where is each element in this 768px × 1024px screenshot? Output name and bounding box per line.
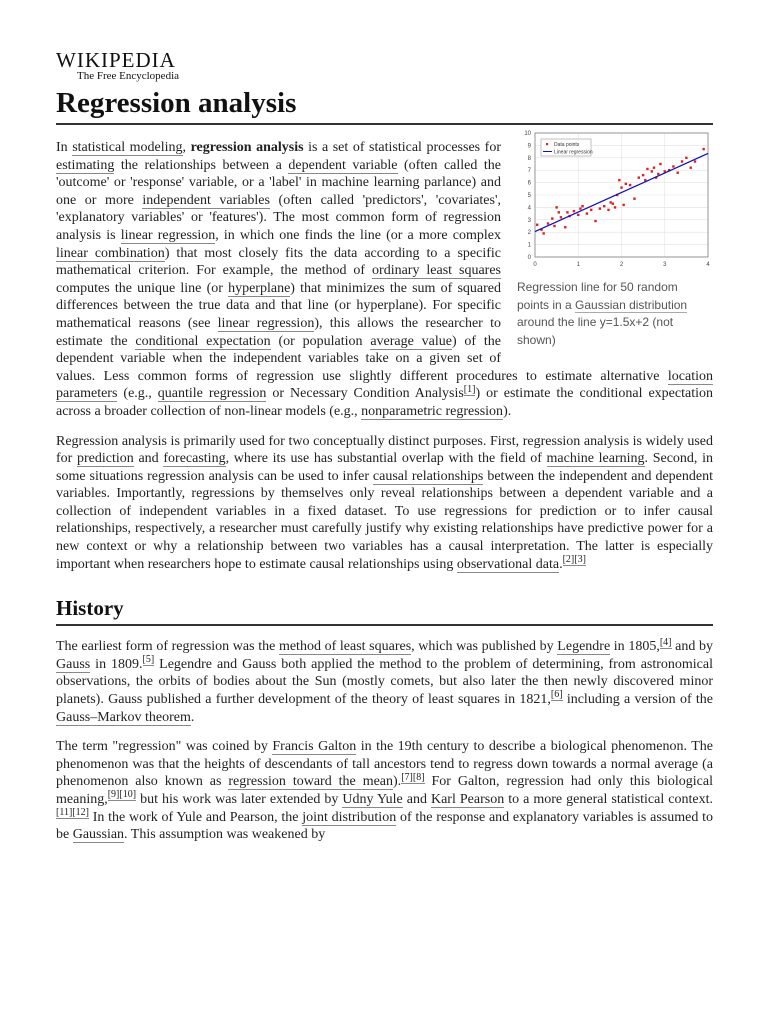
data-point [620,186,622,188]
data-point [629,184,631,186]
text: in the 19th century to describe a biological phenomenon. The phenomenon was that the heights of descendants of tall ancestors tend to regress down towards a normal average (a phenomenon also known as [56,739,713,790]
citation-link[interactable]: [4] [659,636,672,648]
regression-chart[interactable] [517,127,713,273]
citation-link[interactable]: [12] [72,806,89,818]
link-udny-yule[interactable]: Udny Yule [342,792,403,807]
figure-caption [517,279,713,349]
y-tick-label: 0 [527,255,531,261]
data-point [560,216,562,218]
data-point [558,211,560,213]
legend-label: Linear regression [554,149,593,156]
purpose-paragraph [56,433,713,574]
data-point [542,232,544,234]
link-quantile-regression[interactable]: quantile regression [157,386,267,402]
caption-text: around the line y=1.5x+2 (not shown) [517,315,674,347]
link-gaussian[interactable]: Gaussian [72,827,125,843]
data-point [681,160,683,162]
text: of the response and explanatory variables is assumed to be [56,809,713,843]
data-point [609,201,611,203]
text: . Second, in some situations regression analysis can be used to infer [56,451,714,484]
history-paragraph-1 [56,638,713,726]
data-point [657,173,659,175]
text: The term "regression" was coined by [56,739,273,755]
citation-link[interactable]: [9] [107,789,120,801]
text: In the work of Yule and Pearson, the [88,809,303,825]
link-machine-learning[interactable]: machine learning [546,451,645,467]
citation [563,554,586,566]
citation [660,637,672,649]
link-joint-distribution[interactable]: joint distribution [302,809,397,825]
text: ), this allows the researcher to estimate the [56,315,501,349]
data-point [694,160,696,162]
text: , where its use has substantial overlap with the field of [225,451,547,467]
citation-link[interactable]: [2] [562,554,575,565]
text: and [402,792,431,807]
citation-link[interactable]: [7] [401,771,413,783]
text: , in which one finds the line (or a more complex [215,227,501,243]
citation-link[interactable]: [11] [56,806,73,818]
data-point [579,207,581,209]
text: ) that minimizes the sum of squared differences between the true data and that line (or hyperplane). For specific mathematical reasons (see [56,280,502,331]
link-regression-toward-the-mean[interactable]: regression toward the mean [228,774,394,790]
link-average-value[interactable]: average value [370,333,452,349]
text: or Necessary Condition Analysis [266,386,464,402]
link-location-parameters[interactable]: location parameters [56,368,713,402]
y-tick-label: 9 [527,143,531,150]
text: including a version of the [562,692,713,708]
y-tick-label: 5 [527,193,531,199]
text: Legendre and Gauss both applied the method to the problem of determining, from astronomical observations, the orbits of bodies about the Sun (mostly comets, but also later the then newly discovered minor planets). Gauss published a further development of the theory of least squares in 1821, [56,656,713,708]
text: (often called 'predictors', 'covariates', 'explanatory variables' or 'features'). The most common form of regression analysis is [56,192,501,243]
link-method-of-least-squares[interactable]: method of least squares [278,639,412,655]
data-point [614,206,616,208]
data-point [612,202,614,204]
data-point [685,157,687,159]
text: in 1809. [90,656,143,672]
data-point [677,171,679,173]
link-statistical-modeling[interactable]: statistical modeling [72,140,183,155]
link-linear-combination[interactable]: linear combination [56,245,165,261]
text: to a more general statistical context. [504,792,713,807]
data-point [573,210,575,212]
data-point [603,205,605,207]
data-point [642,174,644,176]
link-francis-galton[interactable]: Francis Galton [272,739,357,755]
data-point [659,163,661,165]
x-tick-label: 3 [663,262,667,268]
y-tick-label: 7 [527,168,531,175]
data-point [638,176,640,178]
text: between the independent and dependent variables. Importantly, regressions by themselves only reveal relationships between a dependent variable and a collection of independent variables in a fixed dataset. To use regressions for prediction or to infer causal relationships, respectively, a researcher must carefully justify why existing relationships have predictive power for a new context or why a relationship between two variables has a causal interpretation. The latter is especially important when researchers hope to estimate causal relationships using [56,468,713,572]
text: ). [393,774,402,790]
citation [56,807,89,819]
link-gauss[interactable]: Gauss [56,656,91,672]
text: ) or estimate the conditional expectation across a broader collection of non-linear models (e.g., [56,386,713,419]
data-point [607,209,609,211]
text: (e.g., [117,386,158,402]
y-tick-label: 3 [527,217,531,224]
history-paragraph-2 [56,738,713,844]
data-point [690,167,692,169]
data-point [590,209,592,211]
data-point [599,207,601,209]
wikipedia-logo[interactable] [56,50,713,86]
text: and by [671,639,713,655]
text: Regression analysis is primarily used for two conceptually distinct purposes. First, regression analysis is widely used for [56,433,713,467]
data-point [553,225,555,227]
y-tick-label: 2 [527,230,531,237]
text: in 1805, [610,639,660,655]
text: ) that most closely fits the data according to a specific mathematical criterion. For example, the method of [56,245,501,279]
page-title: Regression analysis [56,86,713,125]
text: In [56,140,73,155]
data-point [618,179,620,181]
text: The earliest form of regression was the [56,639,279,655]
text: the relationships between a [114,157,289,173]
link-gauss-markov-theorem[interactable]: Gauss–Markov theorem [56,709,191,725]
link-prediction[interactable]: prediction [77,451,134,467]
citation-link[interactable]: [3] [574,554,586,565]
link-causal-relationships[interactable]: causal relationships [372,468,484,484]
data-point [625,183,627,185]
data-point [577,214,579,216]
link-nonparametric-regression[interactable]: nonparametric regression [361,403,504,419]
citation-link[interactable]: [1] [463,383,476,395]
citation-link[interactable]: [6] [550,689,563,701]
citation-link[interactable]: [10] [119,789,137,801]
text: , [182,140,191,155]
logo-tagline: The Free Encyclopedia [77,70,180,82]
link-karl-pearson[interactable]: Karl Pearson [430,792,505,807]
data-point [564,226,566,228]
article [56,50,713,856]
citation [143,654,155,666]
figure-regression [517,127,713,349]
legend-marker-data-points [546,143,548,145]
y-tick-label: 8 [527,155,531,162]
text: and [133,451,164,467]
data-point [581,205,583,207]
text: (often called the 'outcome' or 'response' variable, or a 'label' in machine learning parlance) and one or more [56,157,501,208]
citation-link[interactable]: [5] [142,654,155,666]
text: ) of the dependent variable when the independent variables take on a given set of values. Less common forms of regression use slightly different procedures to estimate alternative [56,333,668,384]
text: For Galton, regression had only this biological meaning, [56,774,713,807]
data-point [547,222,549,224]
text: ). [503,403,512,419]
link-linear-regression-2[interactable]: linear regression [217,315,315,331]
data-point [651,170,653,172]
link-independent-variables[interactable]: independent variables [142,192,270,208]
logo-wordmark: WIKIPEDIA [56,48,176,72]
data-point [586,212,588,214]
x-tick-label: 4 [706,262,710,268]
data-point [536,224,538,226]
citation [401,772,424,784]
x-tick-label: 1 [576,262,580,268]
text: , which was published by [411,639,558,655]
text: but his work was later extended by [136,792,343,807]
y-tick-label: 4 [527,205,531,212]
link-legendre[interactable]: Legendre [557,639,611,655]
section-heading-history: History [56,595,713,626]
y-tick-label: 10 [524,131,531,137]
text: . [190,709,195,725]
citation [551,689,563,701]
data-point [633,198,635,200]
data-point [646,168,648,170]
y-tick-label: 1 [527,242,531,249]
bold-term: regression analysis [190,140,304,155]
text: is a set of statistical processes for [303,140,501,155]
citation [464,384,476,396]
link-ordinary-least-squares[interactable]: ordinary least squares [372,263,501,279]
link-forecasting[interactable]: forecasting [163,451,226,467]
data-point [566,211,568,213]
data-point [551,217,553,219]
data-point [702,148,704,150]
link-estimating[interactable]: estimating [56,157,115,173]
data-point [653,167,655,169]
citation [108,789,136,801]
data-point [672,165,674,167]
y-tick-label: 6 [527,180,531,187]
citation-link[interactable]: [8] [412,771,425,783]
data-point [594,220,596,222]
link-observational-data[interactable]: observational data [456,556,560,572]
x-tick-label: 0 [533,262,537,268]
data-point [622,204,624,206]
legend-label: Data points [554,142,580,148]
text: . This assumption was weakened by [124,827,326,843]
text: . [559,556,563,572]
text: computes the unique line (or [56,280,229,296]
caption-link-gaussian-distribution[interactable]: Gaussian distribution [575,297,688,312]
link-linear-regression[interactable]: linear regression [120,227,216,243]
data-point [555,206,557,208]
caption-text: Regression line for 50 random points in a [517,280,678,312]
link-hyperplane[interactable]: hyperplane [228,280,291,296]
link-dependent-variable[interactable]: dependent variable [288,157,398,173]
text: (or population [270,333,371,349]
link-conditional-expectation[interactable]: conditional expectation [135,333,271,349]
x-tick-label: 2 [619,262,624,268]
